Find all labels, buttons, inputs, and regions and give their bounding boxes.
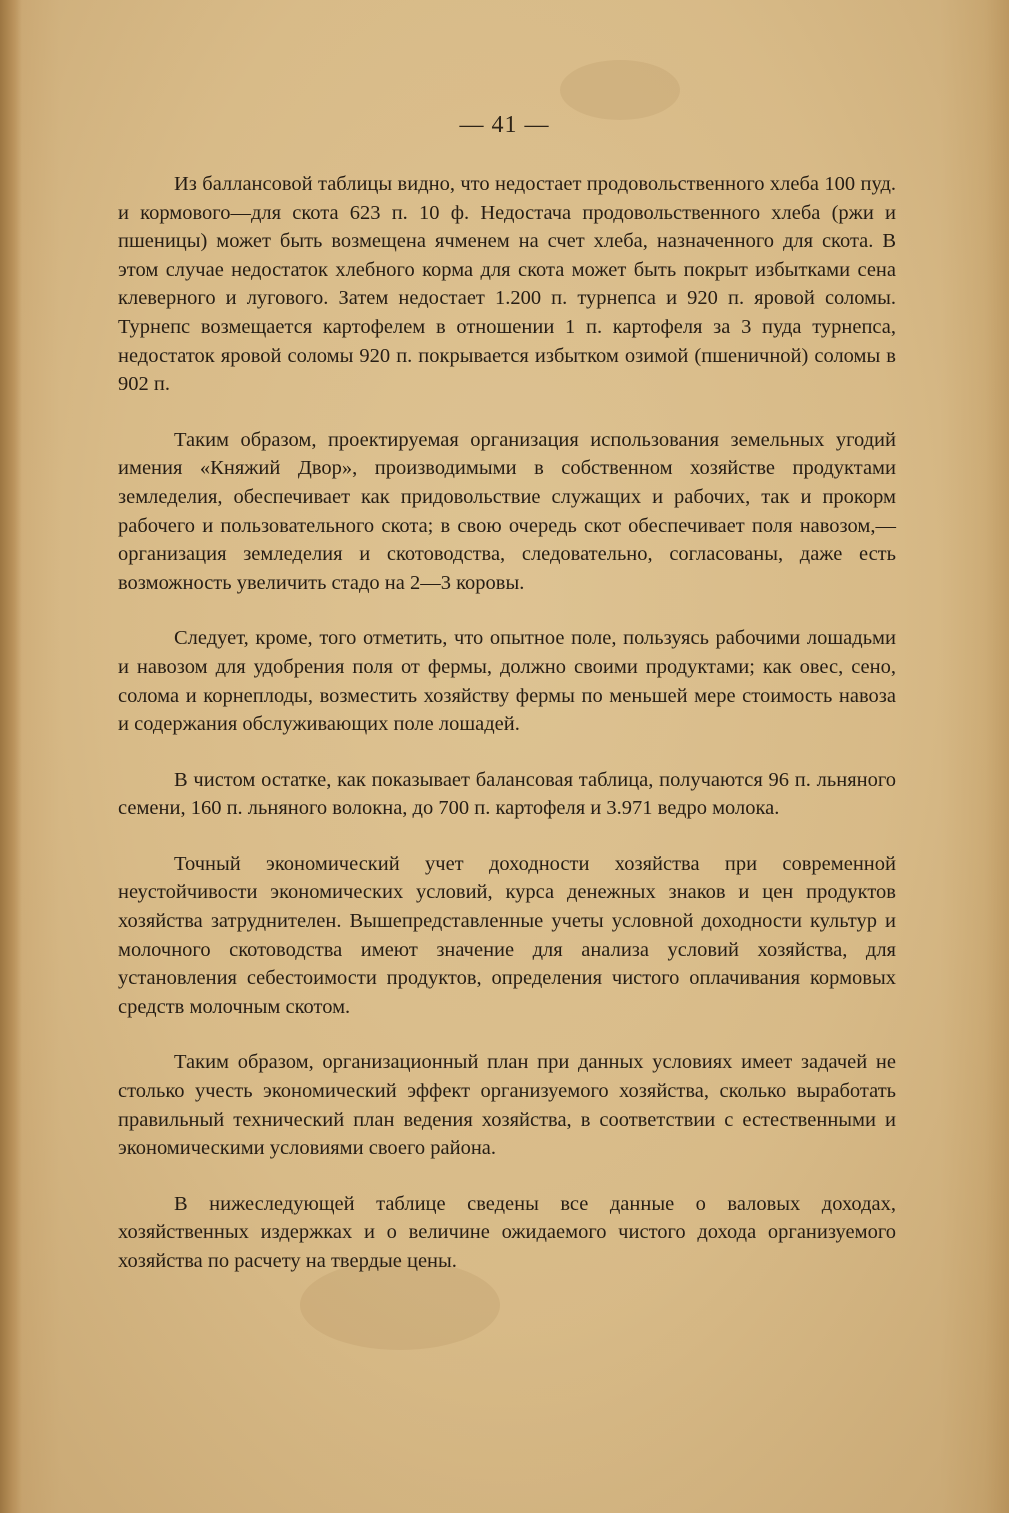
paragraph-4: В чистом остатке, как показывает балансовая таблица, получаются 96 п. льняного семени, 160 п. льняного волокна, до 700 п. картофеля и 3.971 ведро молока. [118, 768, 896, 820]
paragraph-2: Таким образом, проектируемая организация использования земельных угодий имения «Княжий Двор», производимыми в собственном хозяйстве продуктами земледелия, обеспечивает как придовольствие служащих и рабочих, так и прокорм рабочего и пользовательного скота; в свою очередь скот обеспечивает поля навозом,—организация земледелия и скотоводства, следовательно, согласованы, даже есть возможность увеличить стадо на 2—3 коровы. [118, 428, 896, 594]
page-spine-shadow [0, 0, 22, 1513]
paragraph-7: В нижеследующей таблице сведены все данные о валовых доходах, хозяйственных издержках и о величине ожидаемого чистого дохода организуемого хозяйства по расчету на твердые цены. [118, 1192, 896, 1272]
paragraph-3: Следует, кроме, того отметить, что опытное поле, пользуясь рабочими лошадьми и навозом для удобрения поля от фермы, должно своими продуктами; как овес, сено, солома и корнеплоды, возместить хозяйству фермы по меньшей мере стоимость навоза и содержания обслуживающих поле лошадей. [118, 627, 896, 736]
paragraph-1: Из баллансовой таблицы видно, что недостает продовольственного хлеба 100 пуд. и кормового—для скота 623 п. 10 ф. Недостача продовольственного хлеба (ржи и пшеницы) может быть возмещена ячменем на счет хлеба, назначенного для скота. В этом случае недостаток хлебного корма для скота может быть покрыт избытками сена клеверного и лугового. Затем недостает 1.200 п. турнепса и 920 п. яровой соломы. Турнепс возмещается картофелем в отношении 1 п. картофеля за 3 пуда турнепса, недостаток яровой соломы 920 п. покрывается избытком озимой (пшеничной) соломы в 902 п. [118, 173, 896, 396]
paragraph-5: Точный экономический учет доходности хозяйства при современной неустойчивости экономических условий, курса денежных знаков и цен продуктов хозяйства затруднителен. Вышепредставленные учеты условной доходности культур и молочного скотоводства имеют значение для анализа условий хозяйства, для установления себестоимости продуктов, определения чистого оплачивания кормовых средств молочным скотом. [118, 852, 896, 1018]
body-text [118, 170, 896, 1303]
page-number: — 41 — [459, 112, 550, 138]
paper-stain [560, 60, 680, 120]
paragraph-6: Таким образом, организационный план при данных условиях имеет задачей не столько учесть экономический эффект организуемого хозяйства, сколько выработать правильный технический план ведения хозяйства, в соответствии с естественными и экономическими условиями своего района. [118, 1051, 896, 1160]
